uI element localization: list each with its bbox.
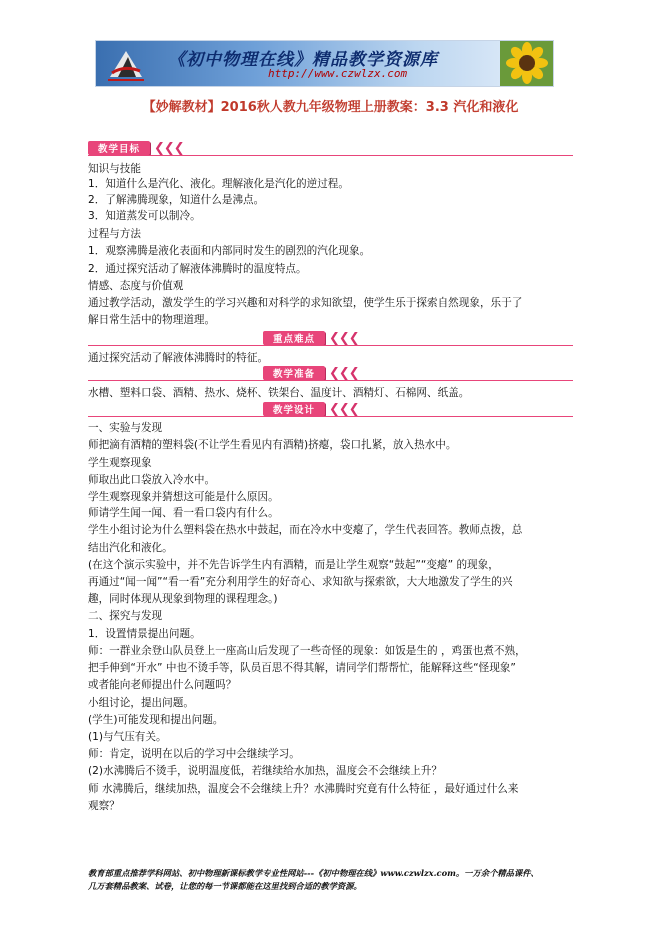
text-line: (在这个演示实验中，并不先告诉学生内有酒精，而是让学生观察“鼓起”“变瘪” 的现象， bbox=[88, 559, 499, 571]
footer-line-2: 几万套精品教案、试卷，让您的每一节课都能在这里找到合适的教学资源。 bbox=[88, 881, 362, 891]
text-line: 师取出此口袋放入冷水中。 bbox=[88, 474, 216, 486]
text-line: 师把滴有酒精的塑料袋(不让学生看见内有酒精)挤瘪，袋口扎紧，放入热水中。 bbox=[88, 439, 457, 451]
text-line: 1．知道什么是汽化、液化。理解液化是汽化的逆过程。 bbox=[88, 178, 349, 190]
text-line: 学生观察现象并猜想这可能是什么原因。 bbox=[88, 491, 279, 503]
heading-knowledge: 知识与技能 bbox=[88, 163, 141, 175]
text-line: 水槽、塑料口袋、酒精、热水、烧杯、铁架台、温度计、酒精灯、石棉网、纸盖。 bbox=[88, 387, 470, 399]
text-line: 师：肯定，说明在以后的学习中会继续学习。 bbox=[88, 748, 300, 760]
heading-section-1: 一、实验与发现 bbox=[88, 422, 163, 434]
divider bbox=[88, 380, 573, 381]
text-line: 1．观察沸腾是液化表面和内部同时发生的剧烈的汽化现象。 bbox=[88, 245, 371, 257]
text-line: 师请学生闻一闻、看一看口袋内有什么。 bbox=[88, 507, 279, 519]
text-line: 再通过“闻一闻”“看一看”充分利用学生的好奇心、求知欲与探索欲，大大地激发了学生的兴 bbox=[88, 576, 513, 588]
divider bbox=[88, 416, 573, 417]
chevron-left-icon: ❮❮❮ bbox=[154, 140, 184, 156]
chevron-left-icon: ❮❮❮ bbox=[329, 365, 359, 381]
text-line: 2．通过探究活动了解液体沸腾时的温度特点。 bbox=[88, 263, 307, 275]
text-line: 通过探究活动了解液体沸腾时的特征。 bbox=[88, 352, 269, 364]
text-line: 观察？ bbox=[88, 800, 120, 812]
tag-label: 教学设计 bbox=[263, 402, 325, 416]
tag-label: 教学准备 bbox=[263, 366, 325, 380]
section-tag-key bbox=[263, 331, 359, 345]
text-line: (学生)可能发现和提出问题。 bbox=[88, 714, 224, 726]
text-line: 或者能向老师提出什么问题吗？ bbox=[88, 679, 237, 691]
text-line: 解日常生活中的物理道理。 bbox=[88, 314, 216, 326]
text-line: 师 水沸腾后，继续加热，温度会不会继续上升？水沸腾时究竟有什么特征 ，最好通过什么来 bbox=[88, 783, 519, 795]
section-tag-design bbox=[263, 402, 359, 416]
header-banner bbox=[95, 40, 554, 87]
text-line: 师：一群业余登山队员登上一座高山后发现了一些奇怪的现象：如饭是生的 ，鸡蛋也煮不熟， bbox=[88, 645, 526, 657]
tag-label: 重点难点 bbox=[263, 331, 325, 345]
sunflower-icon bbox=[500, 41, 553, 86]
footer-line-1: 教育部重点推荐学科网站、初中物理新课标教学专业性网站---《初中物理在线》www.czwlzx.com。一万余个精品课件、 bbox=[88, 868, 539, 878]
heading-section-2: 二、探究与发现 bbox=[88, 610, 163, 622]
text-line: 2．了解沸腾现象，知道什么是沸点。 bbox=[88, 194, 265, 206]
chevron-left-icon: ❮❮❮ bbox=[329, 401, 359, 417]
chevron-left-icon: ❮❮❮ bbox=[329, 330, 359, 346]
section-tag-prep bbox=[263, 366, 359, 380]
section-tag-goals bbox=[88, 141, 184, 155]
site-logo-icon bbox=[106, 47, 146, 81]
text-line: 学生小组讨论为什么塑料袋在热水中鼓起，而在冷水中变瘪了，学生代表回答。教师点拨，总 bbox=[88, 524, 523, 536]
banner-url: http://www.czwlzx.com bbox=[268, 67, 408, 80]
text-line: 通过教学活动，激发学生的学习兴趣和对科学的求知欲望，使学生乐于探索自然现象，乐于了 bbox=[88, 297, 523, 309]
text-line: 趣，同时体现从现象到物理的课程理念。) bbox=[88, 593, 278, 605]
banner-title: 《初中物理在线》精品教学资源库 bbox=[168, 50, 438, 70]
text-line: 3．知道蒸发可以制冷。 bbox=[88, 210, 201, 222]
tag-label: 教学目标 bbox=[88, 141, 150, 155]
text-line: 把手伸到“开水” 中也不烫手等，队员百思不得其解，请同学们帮帮忙，能解释这些“怪现象” bbox=[88, 662, 516, 674]
text-line: (2)水沸腾后不烫手，说明温度低，若继续给水加热，温度会不会继续上升？ bbox=[88, 765, 443, 777]
text-line: 小组讨论，提出问题。 bbox=[88, 697, 194, 709]
divider bbox=[88, 345, 573, 346]
heading-attitude: 情感、态度与价值观 bbox=[88, 280, 184, 292]
text-line: 1．设置情景提出问题。 bbox=[88, 628, 201, 640]
text-line: 结出汽化和液化。 bbox=[88, 542, 173, 554]
text-line: (1)与气压有关。 bbox=[88, 731, 167, 743]
divider bbox=[88, 155, 573, 156]
heading-process: 过程与方法 bbox=[88, 228, 141, 240]
text-line: 学生观察现象 bbox=[88, 457, 152, 469]
document-title: 【妙解教材】2016秋人教九年级物理上册教案：3.3 汽化和液化 bbox=[142, 100, 519, 115]
